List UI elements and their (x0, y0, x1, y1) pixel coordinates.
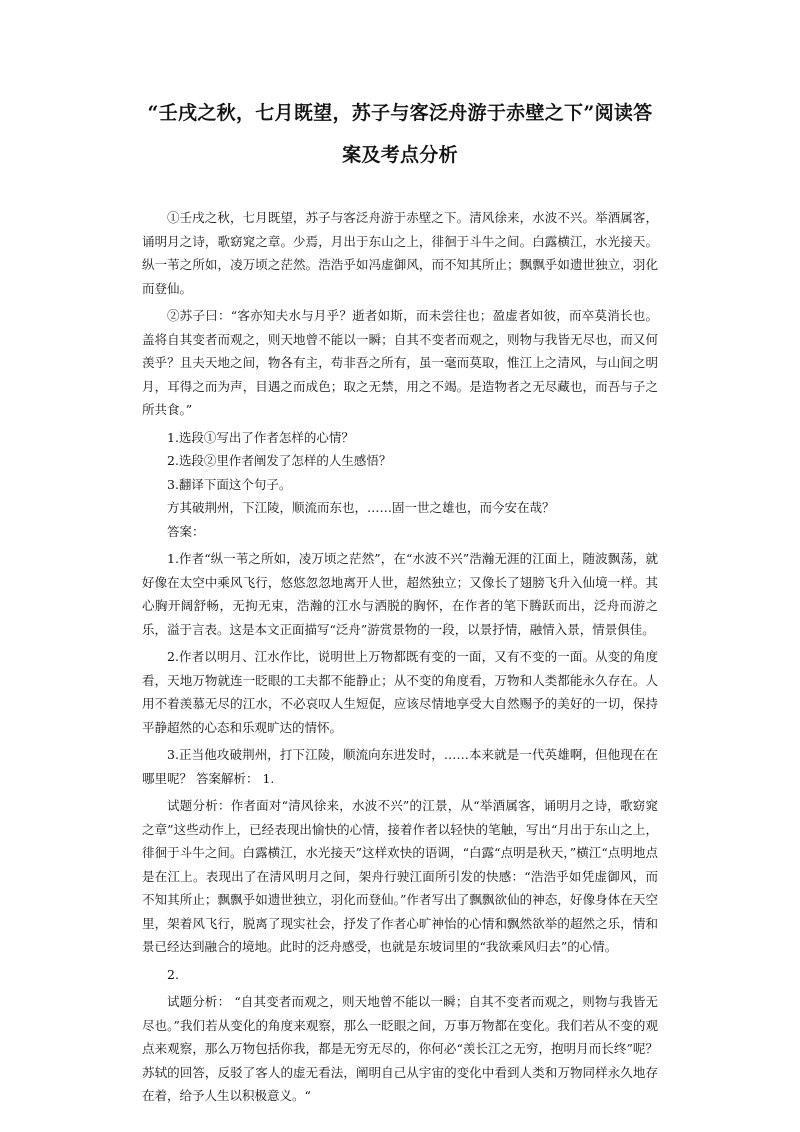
document-body (142, 206, 658, 1108)
analysis-2: 试题分析： “自其变者而观之，则天地曾不能以一瞬；自其不变者而观之，则物与我皆无尽也。”我们若从变化的角度来观察，那么一眨眼之间，万事万物都在变化。我们若从不变的观点来观察，那么万物包括你我，都是无穷无尽的，你何必“羡长江之无穷，抱明月而长终”呢？苏轼的回答，反驳了客人的虚无看法，阐明自己从宇宙的变化中看到人类和万物同样永久地存在着，给予人生以积极意义。“ (142, 994, 658, 1103)
translation-sentence: 方其破荆州，下江陵，顺流而东也，……固一世之雄也，而今安在哉？ (167, 500, 555, 515)
question-1: 1.选段①写出了作者怎样的心情？ (167, 429, 354, 445)
answer-2: 2.作者以明月、江水作比，说明世上万物都既有变的一面，又有不变的一面。从变的角度看，天地万物就连一眨眼的工夫都不能静止；从不变的角度看，万物和人类都能永久存在。人用不着羡慕无尽的江水，不必哀叹人生短促，应该尽情地享受大自然赐予的美好的一切，保持平静超然的心态和乐观旷达的情怀。 (142, 649, 658, 735)
answers-heading: 答案： (167, 523, 205, 539)
passage-paragraph-1: ①壬戌之秋，七月既望，苏子与客泛舟游于赤壁之下。清风徐来，水波不兴。举酒属客，诵明月之诗，歌窈窕之章。少焉，月出于东山之上，徘徊于斗牛之间。白露横江，水光接天。纵一苇之所如，凌万顷之茫然。浩浩乎如冯虚御风，而不知其所止；飘飘乎如遗世独立，羽化而登仙。 (142, 210, 658, 296)
analysis-2-number: 2. (167, 966, 179, 982)
question-2: 2.选段②里作者阐发了怎样的人生感悟？ (167, 453, 392, 468)
answer-3: 3.正当他攻破荆州，打下江陵，顺流向东进发时，……本来就是一代英雄啊，但他现在在哪里呢？ 答案解析： 1. (142, 747, 658, 786)
document-title: “壬戌之秋，七月既望，苏子与客泛舟游于赤壁之下”阅读答案及考点分析 (147, 102, 653, 166)
analysis-1: 试题分析：作者面对“清风徐来，水波不兴”的江景，从“举酒属客，诵明月之诗，歌窈窕之章”这些动作上，已经表现出愉快的心情，接着作者以轻快的笔触，写出“月出于东山之上，徘徊于斗牛之间。白露横江，水光接天”这样欢快的语调，“白露“点明是秋天，”横江“点明地点是在江上。表现出了在清风明月之间，架舟行驶江面所引发的快感：“浩浩乎如凭虚御风，而不知其所止；飘飘乎如遗世独立，羽化而登仙。”作者写出了飘飘欲仙的神态，好像身体在天空里，架着风飞行，脱离了现实社会，抒发了作者心旷神怡的心情和飘然欲举的超然之乐，情和景已经达到融合的境地。此时的泛舟感受，也就是东坡词里的“我欲乘风归去”的心情。 (142, 798, 658, 954)
passage-paragraph-2: ②苏子曰：“客亦知夫水与月乎？逝者如斯，而未尝往也；盈虚者如彼，而卒莫消长也。盖将自其变者而观之，则天地曾不能以一瞬；自其不变者而观之，则物与我皆无尽也，而又何羡乎？且夫天地之间，物各有主，苟非吾之所有，虽一毫而莫取，惟江上之清风，与山间之明月，耳得之而为声，目遇之而成色；取之无禁，用之不竭。是造物者之无尽藏也，而吾与子之所共食。” (142, 308, 658, 417)
answer-1: 1.作者“纵一苇之所如，凌万顷之茫然”，在“水波不兴”浩瀚无涯的江面上，随波飘荡，就好像在太空中乘风飞行，悠悠忽忽地离开人世，超然独立；又像长了翅膀飞升入仙境一样。其心胸开阔舒畅，无拘无束，浩瀚的江水与洒脱的胸怀，在作者的笔下腾跃而出，泛舟而游之乐，溢于言表。这是本文正面描写“泛舟”游赏景物的一段，以景抒情，融情入景，情景俱佳。 (142, 551, 658, 637)
question-3: 3.翻译下面这个句子。 (167, 476, 292, 492)
